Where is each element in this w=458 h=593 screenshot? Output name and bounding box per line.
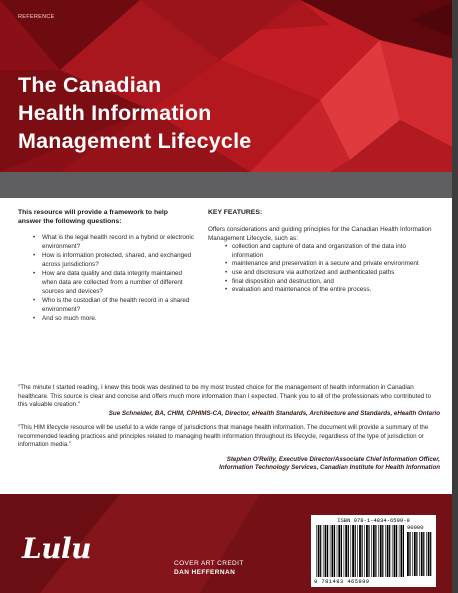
attribution-line: Stephen O'Reilly, Executive Director/Associate Chief Information Officer,: [226, 455, 440, 463]
category-tag: REFERENCE: [18, 14, 55, 20]
quote-text: "This HIM lifecycle resource will be useful to a wide range of jurisdictions that manage health information. The document will provide a summary of the recommended leading practices and principles related to managing health information throughout its lifecycle, regardless of the type of jurisdiction or information media.": [18, 424, 429, 449]
cover-art-credit: [174, 559, 244, 577]
testimonial-quote: [18, 424, 440, 473]
quote-attribution: Sue Schneider, BA, CHIM, CPHIMS-CA, Director, eHealth Standards, Architecture and Standards, eHealth Ontario: [108, 409, 440, 417]
list-item: • maintenance and preservation in a secure and private environment: [232, 260, 434, 269]
title-line: Management Lifecycle: [18, 129, 252, 153]
key-features-intro: Offers considerations and guiding principles for the Canadian Health Information Management Lifecycle, such as:: [208, 226, 432, 242]
heading-line: This resource will provide a framework to help: [18, 209, 168, 216]
lulu-logo: Lulu: [22, 532, 92, 565]
list-item: • final disposition and destruction, and: [232, 278, 434, 287]
quote-text: "The minute I started reading, I knew this book was destined to be my most trusted choice for the management of health information in Canadian healthcare. This source is clear and concise and offers much more information than I expected. Thank you to all of the professionals who contributed to this valuable creation.": [18, 384, 432, 409]
questions-column: [18, 208, 196, 325]
price-barcode-bars: [407, 532, 433, 576]
heading-line: answer the following questions:: [18, 218, 122, 225]
book-title: [18, 71, 338, 155]
testimonial-quote: [18, 384, 440, 418]
attribution-line: Information Technology Services, Canadian Institute for Health Information: [219, 464, 440, 472]
isbn-barcode: [311, 515, 436, 587]
credit-name: DAN HEFFERNAN: [174, 569, 236, 576]
title-line: The Canadian: [18, 73, 162, 97]
barcode-bars: [316, 525, 404, 577]
list-item: • How is information protected, shared, and exchanged across jurisdictions?: [42, 252, 196, 269]
cover-header: [0, 0, 458, 172]
list-item: • Who is the custodian of the health record in a shared environment?: [42, 297, 196, 314]
title-line: Health Information: [18, 101, 212, 125]
key-features-column: [208, 208, 434, 295]
cover-edge: [452, 0, 458, 593]
isbn-digits: 9 781483 465999: [314, 578, 370, 585]
cover-body: [0, 198, 458, 494]
questions-heading: [18, 208, 196, 226]
list-item: • collection and capture of data and organization of the data into information: [232, 243, 434, 260]
list-item: • What is the legal health record in a hybrid or electronic environment?: [42, 234, 196, 251]
list-item: • evaluation and maintenance of the entire process.: [232, 286, 434, 295]
price-code: 90000: [407, 524, 424, 531]
questions-list: [18, 234, 196, 324]
credit-label: COVER ART CREDIT: [174, 560, 244, 567]
list-item: • How are data quality and data integrity maintained when data are collected from a number of different sources and devices?: [42, 270, 196, 296]
quote-attribution: [18, 456, 440, 473]
grey-divider-band: [0, 172, 458, 198]
list-item: • And so much more.: [42, 315, 196, 324]
key-features-list: [208, 243, 434, 295]
isbn-number: ISBN 978-1-4834-6599-9: [337, 517, 410, 524]
cover-footer: [0, 494, 458, 593]
list-item: • use and disclosure via authorized and authenticated paths: [232, 269, 434, 278]
key-features-heading: KEY FEATURES:: [208, 209, 263, 216]
